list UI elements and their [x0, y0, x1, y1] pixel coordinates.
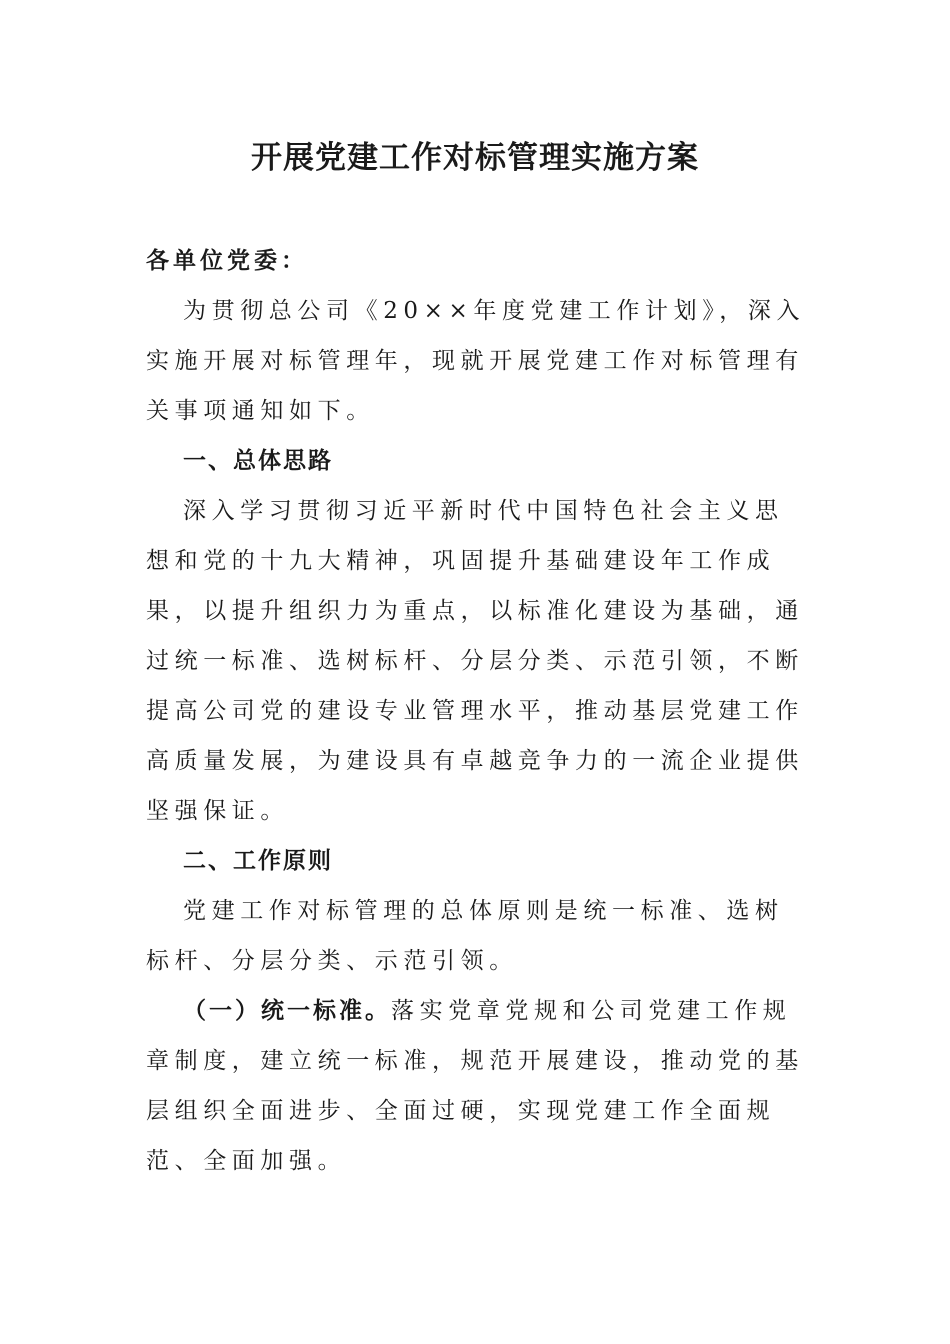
section-paragraph-overall-approach: 深入学习贯彻习近平新时代中国特色社会主义思想和党的十九大精神，巩固提升基础建设年工作成果，以提升组织力为重点，以标准化建设为基础，通过统一标准、选树标杆、分层分类、示范引领，不断提高公司党的建设专业管理水平，推动基层党建工作高质量发展，为建设具有卓越竞争力的一流企业提供坚强保证。 — [146, 498, 804, 824]
section-paragraph-work-principles: 党建工作对标管理的总体原则是统一标准、选树标杆、分层分类、示范引领。 — [146, 898, 784, 974]
item-body-unified-standard: 落实党章党规和公司党建工作规章制度，建立统一标准，规范开展建设，推动党的基层组织全面进步、全面过硬，实现党建工作全面规范、全面加强。 — [146, 998, 804, 1174]
salutation: 各单位党委： — [146, 247, 308, 274]
intro-paragraph: 为贯彻总公司《20××年度党建工作计划》，深入实施开展对标管理年，现就开展党建工作对标管理有关事项通知如下。 — [146, 298, 806, 424]
document-title: 开展党建工作对标管理实施方案 — [251, 140, 699, 176]
item-lead-unified-standard: （一）统一标准。 — [183, 998, 391, 1024]
document-body — [146, 236, 806, 1186]
item-paragraph-unified-standard — [146, 986, 806, 1186]
section-heading-work-principles: 二、工作原则 — [183, 848, 333, 874]
section-heading-overall-approach: 一、总体思路 — [183, 448, 333, 474]
